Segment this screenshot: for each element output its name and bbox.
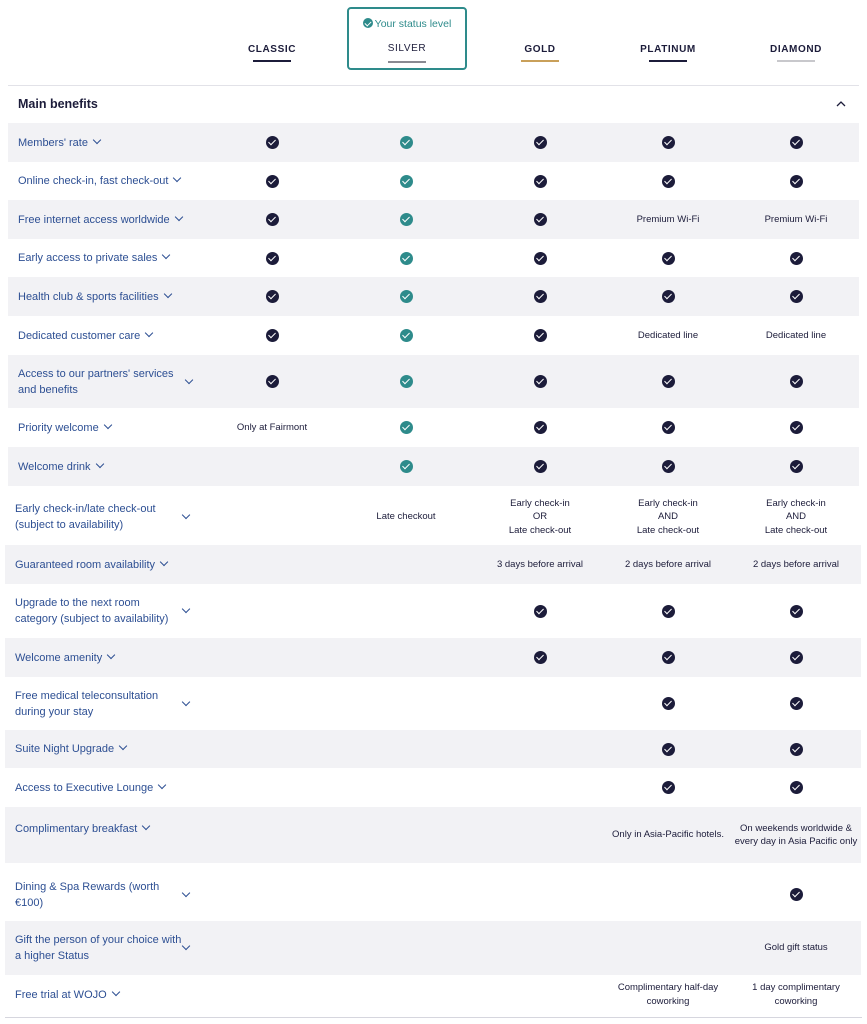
benefit-label[interactable] xyxy=(15,987,119,1003)
chevron-down-icon[interactable] xyxy=(119,742,127,750)
benefit-cell-diamond xyxy=(734,408,858,447)
benefit-cell-classic xyxy=(210,677,334,730)
chevron-down-icon[interactable] xyxy=(103,420,111,428)
tier-name: SILVER xyxy=(387,43,427,54)
benefit-cell-silver xyxy=(344,162,468,200)
benefit-cell-platinum xyxy=(606,239,730,277)
table-bottom-divider xyxy=(5,1017,862,1018)
benefit-cell-silver xyxy=(344,584,468,638)
check-circle-icon xyxy=(662,175,675,188)
benefit-label[interactable] xyxy=(18,135,100,151)
chevron-down-icon[interactable] xyxy=(185,375,193,383)
benefit-cell-platinum xyxy=(606,677,730,730)
benefit-label[interactable] xyxy=(15,595,175,627)
check-circle-icon xyxy=(662,421,675,434)
status-level-label: Your status level xyxy=(374,18,452,30)
check-circle-icon xyxy=(662,605,675,618)
chevron-down-icon[interactable] xyxy=(162,251,170,259)
benefit-cell-silver xyxy=(344,123,468,162)
benefit-cell-platinum xyxy=(606,162,730,200)
benefit-cell-platinum xyxy=(606,489,730,545)
benefit-cell-gold xyxy=(478,200,602,239)
benefit-label[interactable] xyxy=(18,250,169,266)
tier-name: PLATINUM xyxy=(640,44,696,55)
benefit-cell-gold xyxy=(478,730,602,768)
benefit-label-text: Dedicated customer care xyxy=(18,329,141,342)
benefit-cell-gold xyxy=(478,123,602,162)
benefit-cell-text: 3 days before arrival xyxy=(496,558,584,570)
benefit-cell-diamond xyxy=(734,162,858,200)
benefit-cell-diamond xyxy=(734,677,858,730)
benefit-cell-gold xyxy=(478,638,602,677)
benefit-cell-classic xyxy=(210,545,334,584)
benefit-row-upgrade-to-the-next-room-category-subject-to-availability xyxy=(5,584,861,638)
benefit-row-access-to-our-partners-services-and-benefits xyxy=(8,355,859,408)
benefit-cell-diamond xyxy=(734,730,858,768)
benefit-cell-gold xyxy=(478,868,602,921)
benefit-cell-text: Late checkout xyxy=(376,511,436,523)
check-circle-icon xyxy=(790,290,803,303)
benefit-cell-text: 2 days before arrival xyxy=(624,558,712,570)
benefit-cell-text: Complimentary half-day coworking xyxy=(617,982,719,1007)
chevron-down-icon[interactable] xyxy=(173,174,181,182)
benefit-row-free-trial-at-wojo xyxy=(5,975,861,1014)
benefit-cell-gold xyxy=(478,489,602,545)
benefit-cell-classic xyxy=(210,447,334,486)
check-circle-icon xyxy=(790,460,803,473)
check-circle-icon xyxy=(534,651,547,664)
chevron-down-icon[interactable] xyxy=(182,697,190,705)
benefit-cell-diamond xyxy=(734,200,858,239)
check-circle-icon xyxy=(662,460,675,473)
benefit-cell-silver xyxy=(344,408,468,447)
section-title: Main benefits xyxy=(18,97,98,111)
benefit-label[interactable] xyxy=(18,459,103,475)
check-circle-icon xyxy=(400,329,413,342)
benefit-cell-classic xyxy=(210,355,334,408)
benefit-label-text: Welcome drink xyxy=(18,460,91,473)
benefit-label-text: Guaranteed room availability xyxy=(15,558,156,571)
benefit-cell-classic xyxy=(210,807,334,863)
benefit-cell-text: 1 day complimentary coworking xyxy=(752,982,840,1007)
benefit-cell-platinum xyxy=(606,408,730,447)
check-circle-icon xyxy=(662,651,675,664)
benefit-cell-diamond xyxy=(734,489,858,545)
check-circle-icon xyxy=(662,697,675,710)
benefit-label[interactable] xyxy=(18,420,111,436)
benefit-cell-text: Dedicated line xyxy=(765,329,827,341)
benefit-cell-classic xyxy=(210,489,334,545)
chevron-down-icon[interactable] xyxy=(111,987,119,995)
check-circle-icon xyxy=(534,375,547,388)
check-circle-icon xyxy=(400,136,413,149)
check-circle-icon xyxy=(534,421,547,434)
benefit-cell-text: Early check-in AND Late check-out xyxy=(636,497,700,536)
benefit-label-text: Free trial at WOJO xyxy=(15,988,107,1001)
benefit-cell-platinum xyxy=(606,768,730,807)
benefit-cell-diamond xyxy=(734,447,858,486)
tier-column-classic xyxy=(226,0,318,86)
benefit-row-free-medical-teleconsultation-during-your-stay xyxy=(5,677,861,730)
tier-underline xyxy=(253,60,291,62)
benefit-cell-classic xyxy=(210,277,334,316)
benefit-cell-gold xyxy=(478,239,602,277)
chevron-down-icon[interactable] xyxy=(163,289,171,297)
benefit-cell-diamond xyxy=(734,975,858,1014)
benefit-cell-gold xyxy=(478,408,602,447)
check-circle-icon xyxy=(400,421,413,434)
benefit-cell-platinum xyxy=(606,730,730,768)
benefit-row-health-club-sports-facilities xyxy=(8,277,859,316)
tier-column-gold xyxy=(494,0,586,86)
benefit-label[interactable] xyxy=(18,289,171,305)
benefit-cell-silver xyxy=(344,355,468,408)
benefit-label-text: Free medical teleconsultation during your stay xyxy=(15,689,159,718)
benefit-label-text: Complimentary breakfast xyxy=(15,823,138,835)
benefit-cell-diamond xyxy=(734,545,858,584)
benefit-cell-text: 2 days before arrival xyxy=(752,558,840,570)
check-circle-icon xyxy=(266,213,279,226)
benefit-cell-silver xyxy=(344,921,468,975)
check-circle-icon xyxy=(400,252,413,265)
benefit-cell-classic xyxy=(210,239,334,277)
check-circle-icon xyxy=(662,375,675,388)
benefit-cell-silver xyxy=(344,768,468,807)
check-circle-icon xyxy=(790,743,803,756)
benefit-cell-text: Premium Wi-Fi xyxy=(764,213,828,225)
check-circle-icon xyxy=(400,460,413,473)
benefit-label-text: Early access to private sales xyxy=(18,252,158,264)
benefit-cell-silver xyxy=(344,807,468,863)
benefit-cell-text: Dedicated line xyxy=(637,329,699,341)
benefit-cell-gold xyxy=(478,162,602,200)
check-circle-icon xyxy=(534,213,547,226)
benefit-row-online-check-in-fast-check-out xyxy=(8,162,859,200)
benefit-row-early-check-in-late-check-out-subject-to-availability xyxy=(5,489,861,545)
benefit-label-text: Early check-in/late check-out (subject to availability) xyxy=(15,503,156,531)
benefit-cell-gold xyxy=(478,584,602,638)
chevron-down-icon[interactable] xyxy=(160,557,168,565)
check-circle-icon xyxy=(534,252,547,265)
benefit-cell-platinum xyxy=(606,316,730,355)
benefit-cell-text: Early check-in OR Late check-out xyxy=(508,497,572,536)
benefit-cell-text: Early check-in AND Late check-out xyxy=(764,497,828,536)
benefit-label-text: Suite Night Upgrade xyxy=(15,743,115,755)
tier-column-diamond xyxy=(750,0,842,86)
check-circle-icon xyxy=(790,136,803,149)
tier-name: GOLD xyxy=(524,44,556,55)
chevron-down-icon[interactable] xyxy=(182,888,190,896)
benefit-cell-silver xyxy=(344,489,468,545)
tier-column-platinum xyxy=(622,0,714,86)
check-circle-icon xyxy=(662,136,675,149)
benefit-cell-silver xyxy=(344,447,468,486)
check-circle-icon xyxy=(363,18,373,28)
benefit-row-dining-spa-rewards-worth-100 xyxy=(5,868,861,921)
check-circle-icon xyxy=(400,213,413,226)
benefit-label-text: Gift the person of your choice with a higher Status xyxy=(15,934,182,962)
benefit-cell-platinum xyxy=(606,277,730,316)
benefit-cell-diamond xyxy=(734,123,858,162)
benefit-row-welcome-drink xyxy=(8,447,859,486)
benefit-cell-platinum xyxy=(606,921,730,975)
benefit-cell-diamond xyxy=(734,277,858,316)
check-circle-icon xyxy=(266,329,279,342)
benefit-cell-gold xyxy=(478,447,602,486)
benefit-cell-silver xyxy=(344,200,468,239)
benefit-cell-platinum xyxy=(606,200,730,239)
benefit-cell-gold xyxy=(478,807,602,863)
benefit-cell-classic xyxy=(210,584,334,638)
benefit-cell-silver xyxy=(344,316,468,355)
benefit-label-text: Members' rate xyxy=(18,136,88,149)
benefit-cell-text: On weekends worldwide & every day in Asia Pacific only xyxy=(734,822,858,847)
chevron-down-icon[interactable] xyxy=(174,212,182,220)
benefit-cell-classic xyxy=(210,730,334,768)
chevron-down-icon[interactable] xyxy=(142,822,150,830)
check-circle-icon xyxy=(400,375,413,388)
benefit-cell-gold xyxy=(478,277,602,316)
benefit-cell-silver xyxy=(344,277,468,316)
benefit-cell-text: Premium Wi-Fi xyxy=(636,213,700,225)
check-circle-icon xyxy=(790,888,803,901)
check-circle-icon xyxy=(534,290,547,303)
chevron-up-icon[interactable] xyxy=(835,99,847,109)
tier-name: DIAMOND xyxy=(770,44,822,55)
benefit-row-free-internet-access-worldwide xyxy=(8,200,859,239)
benefit-cell-diamond xyxy=(734,316,858,355)
benefit-cell-platinum xyxy=(606,638,730,677)
tier-column-silver xyxy=(347,7,467,70)
benefit-label-text: Access to Executive Lounge xyxy=(15,781,154,794)
check-circle-icon xyxy=(266,290,279,303)
benefit-row-suite-night-upgrade xyxy=(5,730,861,768)
benefit-row-gift-the-person-of-your-choice-with-a-higher-status xyxy=(5,921,861,975)
benefit-label[interactable] xyxy=(15,501,165,533)
benefit-cell-gold xyxy=(478,316,602,355)
benefit-cell-platinum xyxy=(606,584,730,638)
chevron-down-icon[interactable] xyxy=(182,511,190,519)
benefit-cell-diamond xyxy=(734,638,858,677)
benefit-cell-diamond xyxy=(734,921,858,975)
check-circle-icon xyxy=(790,605,803,618)
chevron-down-icon[interactable] xyxy=(182,605,190,613)
benefit-cell-silver xyxy=(344,239,468,277)
benefit-cell-classic xyxy=(210,408,334,447)
benefit-row-early-access-to-private-sales xyxy=(8,239,859,277)
check-circle-icon xyxy=(790,651,803,664)
benefit-cell-diamond xyxy=(734,584,858,638)
check-circle-icon xyxy=(534,175,547,188)
benefit-cell-classic xyxy=(210,868,334,921)
benefit-label-text: Access to our partners' services and benefits xyxy=(18,367,174,396)
check-circle-icon xyxy=(790,697,803,710)
benefit-cell-silver xyxy=(344,868,468,921)
benefit-label[interactable] xyxy=(18,366,178,398)
section-header-main-benefits[interactable] xyxy=(8,86,859,123)
benefit-cell-text: Only at Fairmont xyxy=(236,421,308,433)
benefit-label[interactable] xyxy=(15,741,126,757)
benefit-label[interactable] xyxy=(15,557,167,573)
benefit-cell-platinum xyxy=(606,975,730,1014)
check-circle-icon xyxy=(400,290,413,303)
chevron-down-icon[interactable] xyxy=(93,135,101,143)
benefit-cell-diamond xyxy=(734,868,858,921)
benefit-cell-gold xyxy=(478,677,602,730)
benefit-cell-gold xyxy=(478,921,602,975)
benefit-row-guaranteed-room-availability xyxy=(5,545,861,584)
benefit-label-text: Priority welcome xyxy=(18,421,99,434)
check-circle-icon xyxy=(790,421,803,434)
check-circle-icon xyxy=(534,460,547,473)
benefit-cell-gold xyxy=(478,355,602,408)
check-circle-icon xyxy=(662,290,675,303)
status-level-tag xyxy=(349,18,465,30)
benefit-cell-diamond xyxy=(734,807,858,863)
benefit-row-priority-welcome xyxy=(8,408,859,447)
benefit-label-text: Welcome amenity xyxy=(15,651,103,664)
benefit-cell-classic xyxy=(210,975,334,1014)
benefit-row-dedicated-customer-care xyxy=(8,316,859,355)
benefit-cell-diamond xyxy=(734,768,858,807)
benefit-cell-gold xyxy=(478,768,602,807)
benefit-cell-silver xyxy=(344,545,468,584)
benefit-label-text: Free internet access worldwide xyxy=(18,213,170,226)
tier-underline xyxy=(388,61,426,63)
check-circle-icon xyxy=(266,136,279,149)
benefit-label[interactable] xyxy=(15,932,185,964)
check-circle-icon xyxy=(534,136,547,149)
tier-underline xyxy=(649,60,687,62)
check-circle-icon xyxy=(534,329,547,342)
benefit-cell-platinum xyxy=(606,123,730,162)
chevron-down-icon[interactable] xyxy=(107,650,115,658)
benefit-cell-classic xyxy=(210,123,334,162)
benefit-cell-platinum xyxy=(606,447,730,486)
benefit-label[interactable] xyxy=(18,212,182,228)
benefit-cell-classic xyxy=(210,921,334,975)
chevron-down-icon[interactable] xyxy=(145,328,153,336)
benefit-cell-classic xyxy=(210,638,334,677)
benefit-label-text: Health club & sports facilities xyxy=(18,290,159,303)
benefit-row-members-rate xyxy=(8,123,859,162)
benefit-cell-platinum xyxy=(606,545,730,584)
check-circle-icon xyxy=(790,781,803,794)
benefit-cell-silver xyxy=(344,638,468,677)
check-circle-icon xyxy=(266,252,279,265)
check-circle-icon xyxy=(790,175,803,188)
tier-underline xyxy=(521,60,559,62)
benefit-cell-gold xyxy=(478,545,602,584)
benefit-label[interactable] xyxy=(15,780,165,796)
benefit-cell-platinum xyxy=(606,807,730,863)
check-circle-icon xyxy=(400,175,413,188)
benefit-cell-silver xyxy=(344,730,468,768)
benefit-label[interactable] xyxy=(15,821,149,837)
benefit-row-welcome-amenity xyxy=(5,638,861,677)
benefit-label[interactable] xyxy=(18,328,152,344)
benefit-cell-platinum xyxy=(606,868,730,921)
benefit-cell-gold xyxy=(478,975,602,1014)
benefit-cell-text: Only in Asia-Pacific hotels. xyxy=(612,829,724,841)
benefit-label-text: Upgrade to the next room category (subject to availability) xyxy=(15,597,169,625)
check-circle-icon xyxy=(662,743,675,756)
benefit-cell-diamond xyxy=(734,239,858,277)
benefit-cell-platinum xyxy=(606,355,730,408)
benefit-cell-classic xyxy=(210,200,334,239)
benefit-label-text: Online check-in, fast check-out xyxy=(18,175,169,187)
benefit-cell-classic xyxy=(210,768,334,807)
benefit-cell-text: Gold gift status xyxy=(764,942,828,954)
check-circle-icon xyxy=(266,175,279,188)
benefit-row-complimentary-breakfast xyxy=(5,807,861,863)
benefit-cell-classic xyxy=(210,162,334,200)
check-circle-icon xyxy=(662,781,675,794)
benefit-cell-silver xyxy=(344,975,468,1014)
check-circle-icon xyxy=(790,375,803,388)
check-circle-icon xyxy=(790,252,803,265)
benefit-cell-diamond xyxy=(734,355,858,408)
check-circle-icon xyxy=(662,252,675,265)
benefit-label[interactable] xyxy=(18,173,180,189)
benefit-label-text: Dining & Spa Rewards (worth €100) xyxy=(15,880,160,909)
tier-underline xyxy=(777,60,815,62)
chevron-down-icon[interactable] xyxy=(95,459,103,467)
benefit-label[interactable] xyxy=(15,688,170,720)
benefit-label[interactable] xyxy=(15,879,165,911)
check-circle-icon xyxy=(266,375,279,388)
tier-name: CLASSIC xyxy=(247,44,297,55)
benefit-row-access-to-executive-lounge xyxy=(5,768,861,807)
benefit-cell-classic xyxy=(210,316,334,355)
tier-header xyxy=(0,0,867,86)
benefit-cell-silver xyxy=(344,677,468,730)
benefit-label[interactable] xyxy=(15,650,114,666)
check-circle-icon xyxy=(534,605,547,618)
chevron-down-icon[interactable] xyxy=(158,780,166,788)
